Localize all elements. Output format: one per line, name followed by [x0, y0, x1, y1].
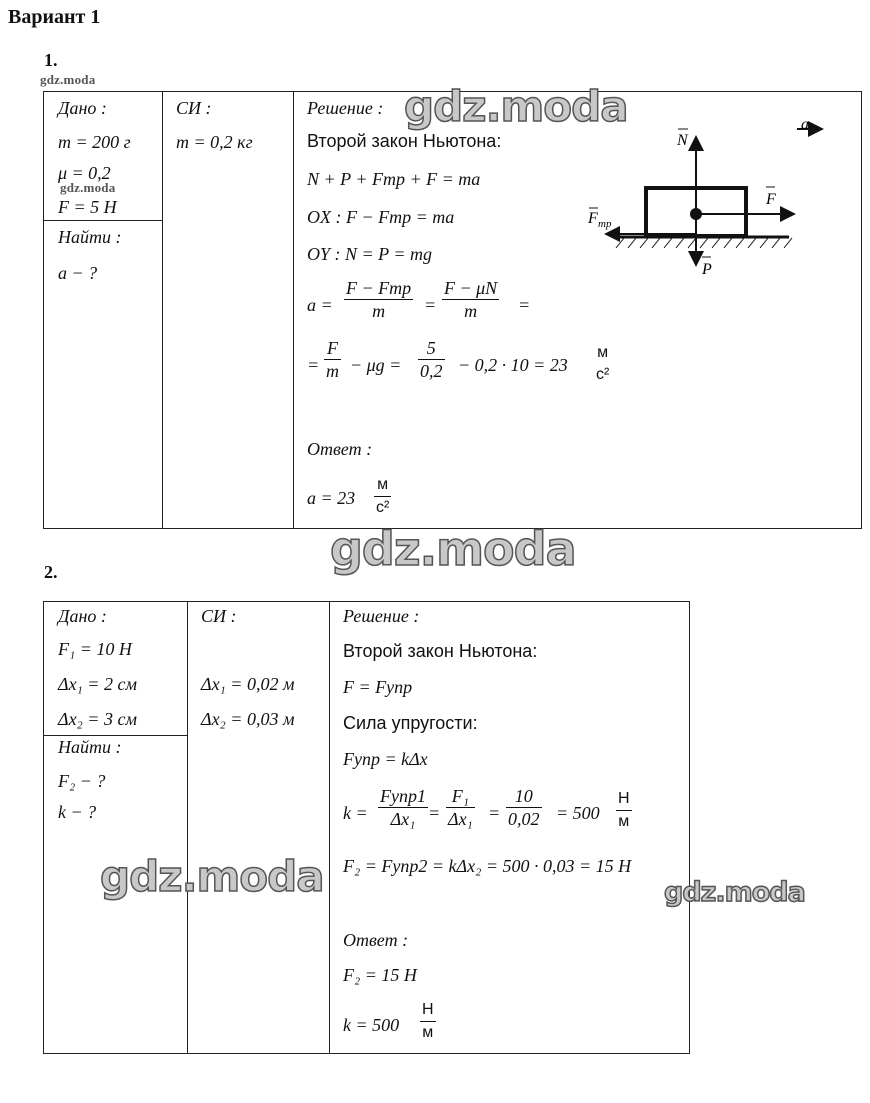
center-dot [690, 208, 702, 220]
page-title: Вариант 1 [8, 6, 101, 28]
fraction-numerator: F − Fтр [346, 278, 412, 298]
fraction-numerator: Fупр1 [380, 786, 426, 806]
fraction-numerator: F − μN [444, 278, 498, 298]
answer-title: Ответ : [307, 439, 373, 459]
problem-1-number: 1. [44, 50, 58, 70]
fraction [324, 337, 341, 382]
equals-sign: = [307, 355, 320, 375]
si-mass: m = 0,2 кг [176, 132, 253, 152]
find-a: a − ? [58, 263, 98, 283]
answer-f2: F₂ = 15 Н [343, 965, 417, 985]
fraction [344, 277, 413, 322]
label-Ftr: F [588, 210, 598, 227]
fraction-denominator: 0,02 [508, 809, 540, 829]
fraction-numerator: F [324, 337, 341, 360]
unit-denominator: с² [596, 366, 610, 383]
unit-numerator: Н [616, 788, 632, 811]
watermark-large: gdz.moda [330, 522, 576, 576]
solution-title: Решение : [307, 98, 384, 118]
unit-fraction [616, 788, 632, 833]
ground-hatch [616, 238, 792, 248]
equation-1: F = Fупр [343, 677, 413, 697]
newton-law: Второй закон Ньютона: [343, 641, 538, 661]
answer-title: Ответ : [343, 930, 409, 950]
equals-sign: = [428, 803, 441, 823]
si-dx2: Δx₂ = 0,03 м [201, 709, 295, 729]
fraction-numerator: F₁ [446, 785, 475, 808]
unit-fraction [374, 474, 391, 519]
oy-equation: OY : N = P = mg [307, 244, 432, 264]
unit-numerator: м [597, 344, 609, 361]
equals-sign: = [518, 295, 531, 315]
force-diagram [584, 117, 854, 287]
fraction-denominator: Δx₁ [390, 809, 416, 829]
given-dx2: Δx₂ = 3 см [58, 709, 137, 729]
unit-denominator: м [422, 1024, 434, 1041]
fraction [506, 785, 542, 830]
given-force: F = 5 Н [58, 197, 117, 217]
given-title: Дано : [58, 98, 107, 118]
answer-value: a = 23 [307, 488, 356, 508]
fraction [378, 785, 428, 830]
unit-numerator: Н [420, 999, 436, 1022]
answer-k: k = 500 [343, 1015, 400, 1035]
si-dx1: Δx₁ = 0,02 м [201, 674, 295, 694]
k-result: = 500 [556, 803, 600, 823]
equation-2: Fупр = kΔx [343, 749, 428, 769]
elastic-force-label: Сила упругости: [343, 713, 478, 733]
label-Ftr-sub: тр [598, 218, 612, 230]
a-lhs: a = [307, 295, 333, 315]
f2-equation: F₂ = Fупр2 = kΔx₂ = 500 · 0,03 = 15 Н [343, 856, 632, 876]
unit-denominator: м [618, 813, 630, 830]
given-f1: F₁ = 10 Н [58, 639, 132, 659]
k-lhs: k = [343, 803, 368, 823]
si-title: СИ : [176, 98, 212, 118]
fraction-denominator: Δx₁ [448, 809, 473, 829]
label-a: a [801, 117, 809, 133]
fraction-denominator: m [464, 301, 478, 321]
problem-1-table [43, 82, 862, 529]
given-mass: m = 200 г [58, 132, 131, 152]
si-title: СИ : [201, 606, 237, 626]
mu-g: − μg = [350, 355, 402, 375]
label-N: N [677, 132, 688, 149]
solution-title: Решение : [343, 606, 420, 626]
fraction-numerator: 5 [418, 337, 445, 360]
given-title: Дано : [58, 606, 107, 626]
equals-sign: = [488, 803, 501, 823]
problem-2-table [43, 601, 690, 1054]
fraction [442, 277, 499, 322]
watermark-large: gdz.moda [404, 82, 628, 131]
find-k: k − ? [58, 802, 97, 822]
given-mu: μ = 0,2 [58, 163, 111, 183]
label-P: P [702, 261, 712, 278]
find-title: Найти : [58, 227, 122, 247]
fraction-denominator: 0,2 [420, 361, 443, 381]
unit-fraction [420, 999, 436, 1044]
unit-fraction [594, 342, 611, 386]
fraction-denominator: m [372, 301, 386, 321]
watermark-small: gdz.moda [60, 180, 116, 195]
fraction [418, 337, 445, 382]
given-dx1: Δx₁ = 2 см [58, 674, 137, 694]
label-F: F [766, 191, 776, 208]
find-title: Найти : [58, 737, 122, 757]
ox-equation: OX : F − Fтр = ma [307, 207, 455, 227]
watermark-medium: gdz.moda [664, 877, 805, 908]
fraction-numerator: 10 [506, 785, 542, 808]
calc-rest: − 0,2 · 10 = 23 [458, 355, 568, 375]
equals-sign: = [424, 295, 437, 315]
find-f2: F₂ − ? [58, 771, 106, 791]
fraction [446, 785, 475, 830]
vector-equation: N + P + Fтр + F = ma [307, 169, 481, 189]
problem-2-number: 2. [44, 562, 58, 582]
unit-numerator: м [374, 474, 391, 497]
newton-law: Второй закон Ньютона: [307, 131, 502, 151]
fraction-denominator: m [326, 361, 339, 381]
watermark-large: gdz.moda [100, 852, 324, 901]
watermark-small: gdz.moda [40, 72, 96, 87]
unit-denominator: с² [376, 499, 390, 516]
